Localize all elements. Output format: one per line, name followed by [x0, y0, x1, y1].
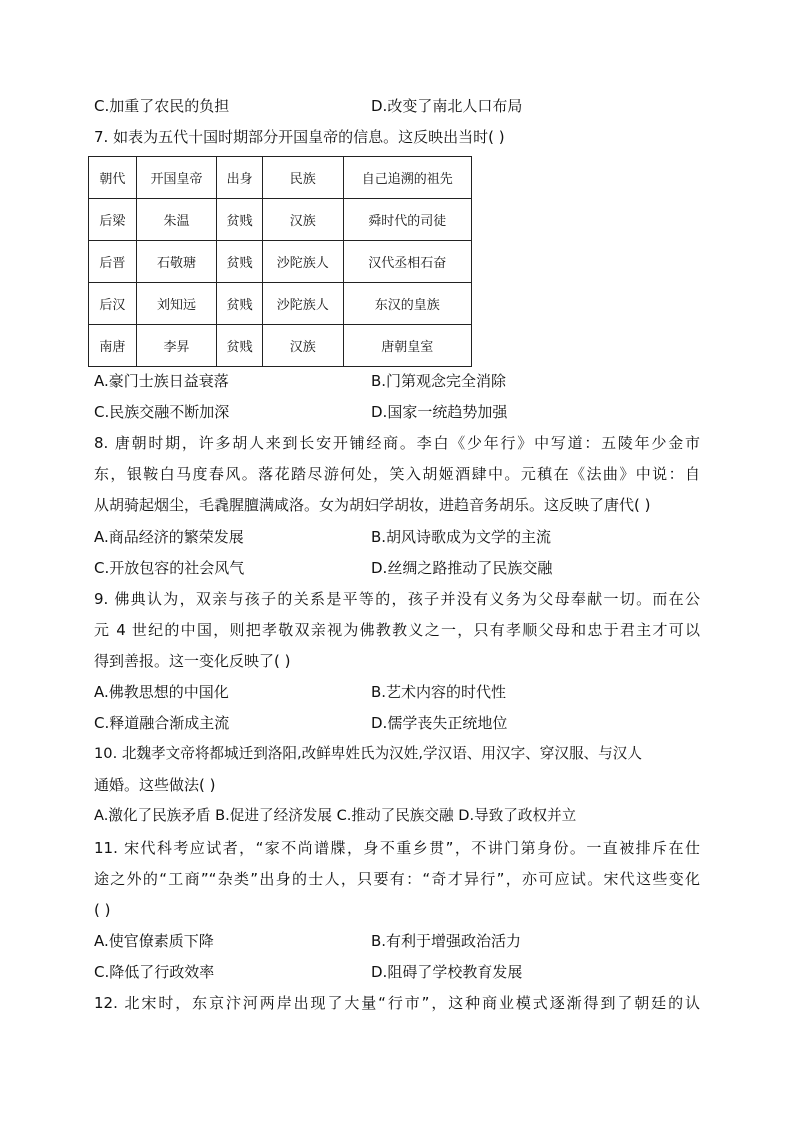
q8-option-b[interactable]: B.胡风诗歌成为文学的主流 [371, 528, 552, 546]
q9-option-a[interactable]: A.佛教思想的中国化 [94, 683, 229, 701]
table-cell: 贫贱 [217, 241, 263, 283]
table-cell: 贫贱 [217, 283, 263, 325]
q11-option-b[interactable]: B.有利于增强政治活力 [371, 932, 522, 950]
table-cell: 汉代丞相石奋 [343, 241, 471, 283]
q7-option-a[interactable]: A.豪门士族日益衰落 [94, 372, 229, 390]
table-cell: 唐朝皇室 [343, 325, 471, 367]
table-cell: 沙陀族人 [262, 241, 343, 283]
q12-stem-line: 12. 北宋时，东京汴河两岸出现了大量“行市”，这种商业模式逐渐得到了朝廷的认 [94, 994, 700, 1012]
table-cell: 南唐 [89, 325, 137, 367]
q11-stem-line: 11. 宋代科考应试者，“家不尚谱牒，身不重乡贯”，不讲门第身份。一直被排斥在仕 [94, 839, 700, 857]
q10-options[interactable]: A.激化了民族矛盾 B.促进了经济发展 C.推动了民族交融 D.导致了政权并立 [94, 807, 577, 824]
table-cell: 沙陀族人 [262, 283, 343, 325]
q11-option-d[interactable]: D.阻碍了学校教育发展 [371, 963, 523, 981]
table-header-cell: 自己追溯的祖先 [343, 157, 471, 199]
table-cell: 石敬瑭 [136, 241, 217, 283]
table-cell: 刘知远 [136, 283, 217, 325]
q6-option-d[interactable]: D.改变了南北人口布局 [371, 97, 523, 115]
table-header-cell: 朝代 [89, 157, 137, 199]
table-cell: 后晋 [89, 241, 137, 283]
q8-stem-line: 8. 唐朝时期，许多胡人来到长安开铺经商。李白《少年行》中写道：五陵年少金市 [94, 434, 700, 452]
table-cell: 贫贱 [217, 325, 263, 367]
q11-option-a[interactable]: A.使官僚素质下降 [94, 932, 214, 950]
q8-option-a[interactable]: A.商品经济的繁荣发展 [94, 528, 244, 546]
q6-option-c[interactable]: C.加重了农民的负担 [94, 97, 230, 115]
q10-stem-line: 10. 北魏孝文帝将都城迁到洛阳,改鲜卑姓氏为汉姓,学汉语、用汉字、穿汉服、与汉人 [94, 745, 642, 762]
q9-stem-line: 9. 佛典认为，双亲与孩子的关系是平等的，孩子并没有义务为父母奉献一切。而在公 [94, 590, 700, 608]
table-header-cell: 开国皇帝 [136, 157, 217, 199]
q7-info-table [88, 156, 472, 367]
q11-option-c[interactable]: C.降低了行政效率 [94, 963, 215, 981]
q9-stem-line: 元 4 世纪的中国，则把孝敬双亲视为佛教教义之一，只有孝顺父母和忠于君主才可以 [94, 621, 700, 639]
table-cell: 舜时代的司徒 [343, 199, 471, 241]
q9-option-d[interactable]: D.儒学丧失正统地位 [371, 714, 508, 732]
q10-stem-line: 通婚。这些做法( ) [94, 776, 216, 794]
q11-stem-line: 途之外的“工商”“杂类”出身的士人，只要有：“奇才异行”，亦可应试。宋代这些变化 [94, 870, 700, 888]
table-cell: 后汉 [89, 283, 137, 325]
table-row [89, 325, 472, 367]
q7-option-d[interactable]: D.国家一统趋势加强 [371, 403, 508, 421]
table-cell: 贫贱 [217, 199, 263, 241]
q7-stem: 7. 如表为五代十国时期部分开国皇帝的信息。这反映出当时( ) [94, 128, 505, 146]
q7-option-b[interactable]: B.门第观念完全消除 [371, 372, 507, 390]
q9-option-b[interactable]: B.艺术内容的时代性 [371, 683, 507, 701]
table-cell: 后梁 [89, 199, 137, 241]
table-row [89, 199, 472, 241]
table-cell: 朱温 [136, 199, 217, 241]
q9-option-c[interactable]: C.释道融合渐成主流 [94, 714, 230, 732]
q9-stem-line: 得到善报。这一变化反映了( ) [94, 652, 291, 670]
table-header-row [89, 157, 472, 199]
table-row [89, 241, 472, 283]
table-header-cell: 民族 [262, 157, 343, 199]
table-cell: 李昇 [136, 325, 217, 367]
q8-stem-line: 从胡骑起烟尘，毛毳腥膻满咸洛。女为胡妇学胡妆，进趋音务胡乐。这反映了唐代( ) [94, 496, 651, 514]
table-header-cell: 出身 [217, 157, 263, 199]
q8-stem-line: 东，银鞍白马度春风。落花踏尽游何处，笑入胡姬酒肆中。元稹在《法曲》中说：自 [94, 465, 700, 483]
q7-option-c[interactable]: C.民族交融不断加深 [94, 403, 230, 421]
table-cell: 东汉的皇族 [343, 283, 471, 325]
table-cell: 汉族 [262, 325, 343, 367]
q8-option-c[interactable]: C.开放包容的社会风气 [94, 559, 245, 577]
table-row [89, 283, 472, 325]
q11-stem-line: ( ) [94, 901, 111, 919]
table-cell: 汉族 [262, 199, 343, 241]
q8-option-d[interactable]: D.丝绸之路推动了民族交融 [371, 559, 553, 577]
